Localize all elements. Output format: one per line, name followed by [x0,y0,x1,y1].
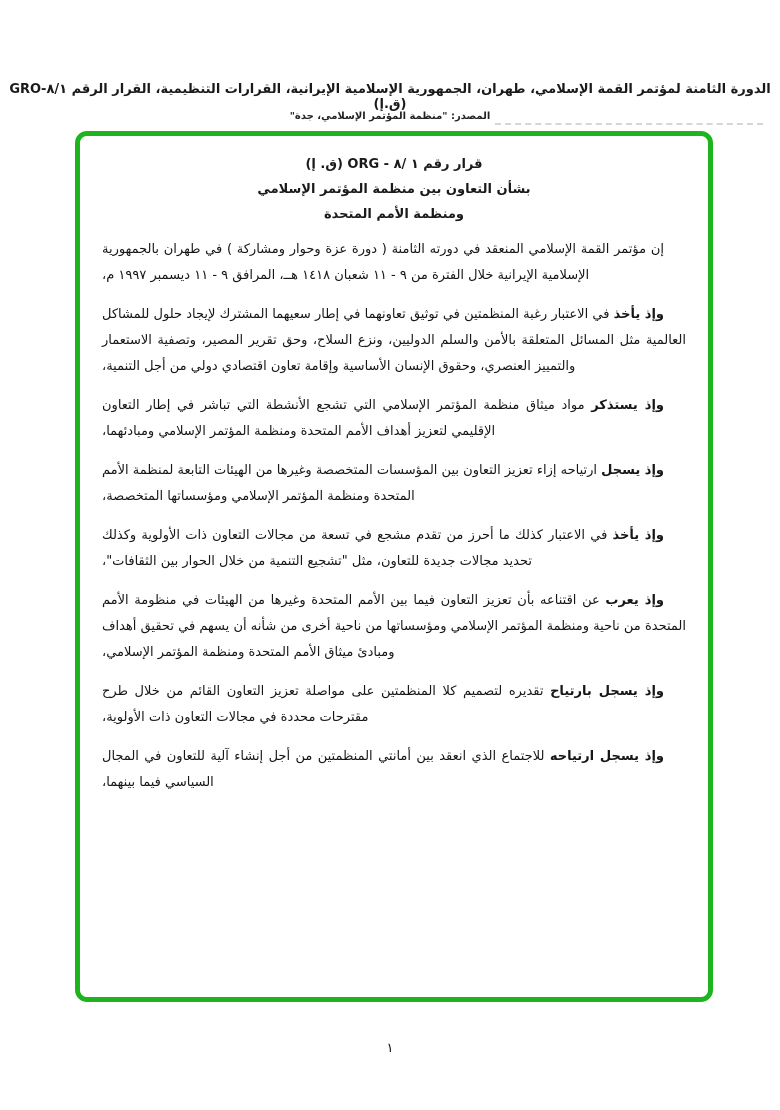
paragraph-lead: وإذ يسجل [601,463,664,478]
paragraph-recording-appreciation [102,679,686,731]
resolution-content [80,136,708,796]
resolution-box [75,131,713,1002]
paragraph-text: في الاعتبار كذلك ما أحرز من تقدم مشجع في تسعة من مجالات التعاون ذات الأولوية وكذلك تحديد مجالات جديدة للتعاون، مثل "تشجيع التنمية من خلال الحوار بين الثقافات"، [102,528,613,569]
paragraph-lead: وإذ يستذكر [591,398,664,413]
paragraph-lead: وإذ يسجل ارتياحه [549,749,664,764]
document-source-line: المصدر: "منظمة المؤتمر الإسلامي، جدة" [289,111,491,122]
paragraph-preamble [102,237,686,289]
paragraph-text: في الاعتبار رغبة المنظمتين في توثيق تعاونهما في إطار سعيهما المشترك لإيجاد حلول للمشاكل العالمية مثل المسائل المتعلقة بالأمن والسلم الدوليين، ونزع السلاح، وحق تقرير المصير، وتصفية الاستعمار والتمييز العنصري، وحقوق الإنسان الأساسية وإقامة تعاون اقتصادي دولي من أجل التنمية، [102,307,686,374]
paragraph-text: مواد ميثاق منظمة المؤتمر الإسلامي التي تشجع الأنشطة التي تباشر في إطار التعاون الإقليمي لتعزيز أهداف الأمم المتحدة ومنظمة المؤتمر الإسلامي ومبادئهما، [102,398,592,439]
paragraph-text: ارتياحه إزاء تعزيز التعاون بين المؤسسات المتخصصة وغيرها من الهيئات التابعة لمنظمة الأمم المتحدة ومنظمة المؤتمر الإسلامي ومؤسساتها المتخصصة، [102,463,602,504]
paragraph-recalling [102,393,686,445]
paragraph-lead: وإذ يعرب [605,593,664,608]
resolution-title-number: قرار رقم ١ /٨ - ORG (ق. إ) [305,157,483,172]
paragraph-recording-meeting [102,744,686,796]
paragraph-text: تقديره لتصميم كلا المنظمتين على مواصلة تعزيز التعاون القائم من خلال طرح مقترحات محددة في مجالات التعاون ذات الأولوية، [102,684,551,725]
resolution-title [102,152,686,227]
paragraph-noting-satisfaction [102,458,686,510]
paragraph-considering-progress [102,523,686,575]
scan-artifact-line [495,123,763,125]
paragraph-taking-into-account [102,302,686,380]
document-header-title: الدورة الثامنة لمؤتمر القمة الإسلامي، طهران، الجمهورية الإسلامية الإيرانية، القرارات التنظيمية، القرار الرقم ٨/١-GRO (ق.إ) [9,82,771,112]
page-number: ١ [386,1041,394,1056]
paragraph-text: للاجتماع الذي انعقد بين أمانتي المنظمتين من أجل إنشاء آلية للتعاون في المجال السياسي فيما بينهما، [102,749,550,790]
resolution-title-subject: بشأن التعاون بين منظمة المؤتمر الإسلامي [257,182,531,197]
resolution-title-subject2: ومنظمة الأمم المتحدة [323,207,465,222]
paragraph-lead: وإذ يسجل بارتياح [550,684,664,699]
paragraph-lead: وإذ يأخذ [613,307,665,322]
paragraph-expressing-conviction [102,588,686,666]
paragraph-text: عن اقتناعه بأن تعزيز التعاون فيما بين الأمم المتحدة وغيرها من الهيئات في منظومة الأمم المتحدة من ناحية ومنظمة المؤتمر الإسلامي ومؤسساتها من ناحية أخرى من شأنه أن يسهم في تحقيق أهداف ومبادئ ميثاق الأمم المتحدة ومنظمة المؤتمر الإسلامي، [102,593,686,660]
paragraph-text: إن مؤتمر القمة الإسلامي المنعقد في دورته الثامنة ( دورة عزة وحوار ومشاركة ) في طهران بالجمهورية الإسلامية الإيرانية خلال الفترة من ٩ - ١١ شعبان ١٤١٨ هــ، المرافق ٩ - ١١ ديسمبر ١٩٩٧ م، [102,242,664,283]
paragraph-lead: وإذ يأخذ [612,528,664,543]
